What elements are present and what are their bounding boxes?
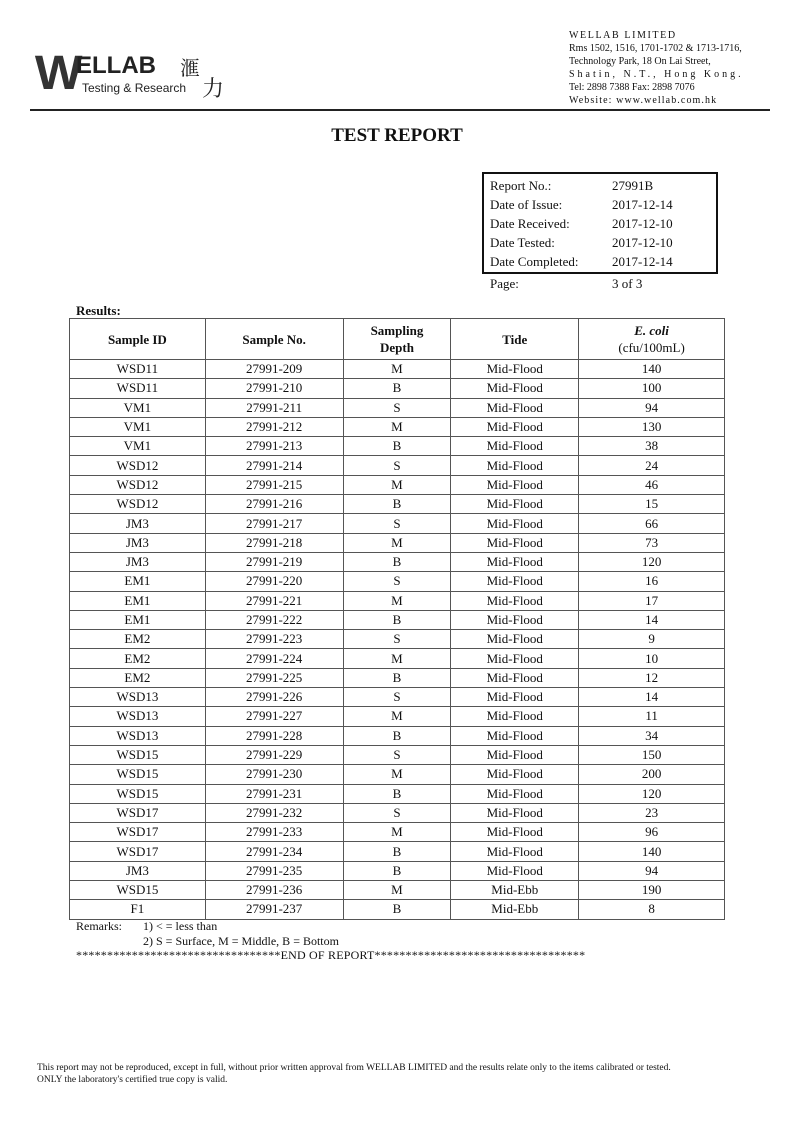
- cell-sample-id: WSD12: [70, 495, 206, 514]
- table-row: [70, 707, 725, 726]
- cell-sampling-depth: B: [343, 900, 451, 919]
- table-row: [70, 514, 725, 533]
- cell-ecoli: 130: [579, 417, 725, 436]
- company-contact: Tel: 2898 7388 Fax: 2898 7076: [569, 82, 695, 93]
- table-row: [70, 417, 725, 436]
- cell-ecoli: 9: [579, 630, 725, 649]
- remark-item: 1) < = less than: [143, 919, 218, 933]
- cell-ecoli: 10: [579, 649, 725, 668]
- cell-sample-id: VM1: [70, 398, 206, 417]
- cell-sample-no: 27991-223: [205, 630, 343, 649]
- cell-tide: Mid-Flood: [451, 456, 579, 475]
- results-body: [70, 360, 725, 920]
- cell-ecoli: 150: [579, 745, 725, 764]
- cell-ecoli: 120: [579, 784, 725, 803]
- cell-sampling-depth: B: [343, 842, 451, 861]
- table-row: [70, 630, 725, 649]
- info-value: 2017-12-10: [612, 235, 673, 250]
- table-row: [70, 861, 725, 880]
- cell-ecoli: 46: [579, 475, 725, 494]
- table-row: [70, 398, 725, 417]
- cell-sample-no: 27991-219: [205, 552, 343, 571]
- cell-tide: Mid-Flood: [451, 610, 579, 629]
- cell-sample-id: WSD17: [70, 803, 206, 822]
- cell-sample-no: 27991-209: [205, 360, 343, 379]
- cell-sample-id: VM1: [70, 417, 206, 436]
- cell-tide: Mid-Flood: [451, 726, 579, 745]
- cell-ecoli: 16: [579, 572, 725, 591]
- cell-sampling-depth: B: [343, 726, 451, 745]
- cell-sample-no: 27991-214: [205, 456, 343, 475]
- cell-ecoli: 140: [579, 360, 725, 379]
- table-row: [70, 572, 725, 591]
- cell-ecoli: 38: [579, 437, 725, 456]
- cell-sample-id: WSD11: [70, 379, 206, 398]
- info-value: 2017-12-10: [612, 216, 673, 231]
- cell-tide: Mid-Flood: [451, 745, 579, 764]
- cell-tide: Mid-Flood: [451, 649, 579, 668]
- footer-line-1: This report may not be reproduced, except in full, without prior written approval from WELLAB LIMITED and the results relate only to the items calibrated or tested.: [37, 1063, 671, 1073]
- cell-sampling-depth: M: [343, 475, 451, 494]
- page-title: TEST REPORT: [331, 125, 463, 146]
- cell-sample-id: WSD12: [70, 456, 206, 475]
- cell-sampling-depth: S: [343, 630, 451, 649]
- info-value: 2017-12-14: [612, 254, 673, 269]
- cell-sampling-depth: M: [343, 360, 451, 379]
- table-row: [70, 610, 725, 629]
- cell-tide: Mid-Flood: [451, 861, 579, 880]
- info-row-report-no: [490, 178, 653, 194]
- cell-sampling-depth: M: [343, 649, 451, 668]
- cell-ecoli: 8: [579, 900, 725, 919]
- cell-ecoli: 14: [579, 610, 725, 629]
- cell-ecoli: 96: [579, 823, 725, 842]
- end-of-report-marker: *********************************END OF REPORT**********************************: [76, 948, 586, 962]
- info-label: Date Received:: [490, 216, 570, 231]
- cell-sample-no: 27991-213: [205, 437, 343, 456]
- cell-tide: Mid-Flood: [451, 572, 579, 591]
- cell-sample-id: EM2: [70, 630, 206, 649]
- cell-tide: Mid-Flood: [451, 437, 579, 456]
- header-sample-id: Sample ID: [70, 319, 206, 360]
- header-ecoli: [579, 319, 725, 360]
- cell-sample-id: EM2: [70, 649, 206, 668]
- cell-sampling-depth: S: [343, 456, 451, 475]
- table-row: [70, 495, 725, 514]
- table-row: [70, 745, 725, 764]
- cell-sample-no: 27991-231: [205, 784, 343, 803]
- table-row: [70, 475, 725, 494]
- cell-sampling-depth: M: [343, 591, 451, 610]
- header-ecoli-unit: (cfu/100mL): [618, 340, 685, 355]
- cell-ecoli: 23: [579, 803, 725, 822]
- cell-sample-no: 27991-210: [205, 379, 343, 398]
- cell-sampling-depth: S: [343, 572, 451, 591]
- info-label: Date of Issue:: [490, 197, 563, 212]
- cell-sample-no: 27991-222: [205, 610, 343, 629]
- cell-sample-no: 27991-232: [205, 803, 343, 822]
- cell-sampling-depth: B: [343, 610, 451, 629]
- cell-tide: Mid-Ebb: [451, 900, 579, 919]
- cell-tide: Mid-Flood: [451, 417, 579, 436]
- address-line-1: Rms 1502, 1516, 1701-1702 & 1713-1716,: [569, 43, 742, 54]
- cell-sampling-depth: B: [343, 379, 451, 398]
- info-label: Date Completed:: [490, 254, 579, 269]
- cell-ecoli: 73: [579, 533, 725, 552]
- cell-ecoli: 24: [579, 456, 725, 475]
- cell-sampling-depth: S: [343, 745, 451, 764]
- cell-sample-no: 27991-237: [205, 900, 343, 919]
- page-indicator: [490, 276, 642, 292]
- cell-ecoli: 100: [579, 379, 725, 398]
- table-row: [70, 456, 725, 475]
- footer-disclaimer: [37, 1062, 777, 1086]
- cell-sample-id: EM1: [70, 591, 206, 610]
- remarks-label: Remarks:: [76, 919, 122, 933]
- cell-sample-no: 27991-220: [205, 572, 343, 591]
- cell-ecoli: 17: [579, 591, 725, 610]
- cell-sample-id: EM2: [70, 668, 206, 687]
- header-divider: [30, 109, 770, 111]
- cell-tide: Mid-Flood: [451, 803, 579, 822]
- company-name: WELLAB LIMITED: [569, 30, 677, 41]
- cell-sample-id: VM1: [70, 437, 206, 456]
- table-row: [70, 649, 725, 668]
- info-row-date-of-issue: [490, 197, 673, 213]
- cell-sample-id: WSD12: [70, 475, 206, 494]
- cell-ecoli: 140: [579, 842, 725, 861]
- info-value: 27991B: [612, 178, 654, 193]
- table-row: [70, 842, 725, 861]
- cell-ecoli: 66: [579, 514, 725, 533]
- table-row: [70, 688, 725, 707]
- cell-sample-no: 27991-229: [205, 745, 343, 764]
- company-website: Website: www.wellab.com.hk: [569, 95, 718, 106]
- logo-cjk-char-1: 滙: [180, 58, 200, 80]
- cell-sampling-depth: B: [343, 784, 451, 803]
- logo-cjk-char-2: 力: [202, 76, 225, 101]
- cell-sample-id: WSD17: [70, 823, 206, 842]
- address-line-3: Shatin, N.T., Hong Kong.: [569, 69, 744, 80]
- cell-sample-no: 27991-233: [205, 823, 343, 842]
- footer-line-2: ONLY the laboratory's certified true copy is valid.: [37, 1075, 228, 1085]
- cell-sample-no: 27991-226: [205, 688, 343, 707]
- cell-sampling-depth: M: [343, 533, 451, 552]
- cell-tide: Mid-Flood: [451, 379, 579, 398]
- cell-sample-id: JM3: [70, 514, 206, 533]
- cell-tide: Mid-Ebb: [451, 881, 579, 900]
- logo-name: ELLAB: [76, 52, 156, 79]
- cell-sample-id: WSD17: [70, 842, 206, 861]
- table-row: [70, 533, 725, 552]
- results-table: [69, 318, 725, 920]
- table-row: [70, 726, 725, 745]
- cell-ecoli: 15: [579, 495, 725, 514]
- cell-sample-id: EM1: [70, 572, 206, 591]
- cell-sampling-depth: M: [343, 881, 451, 900]
- cell-tide: Mid-Flood: [451, 398, 579, 417]
- cell-sample-id: F1: [70, 900, 206, 919]
- cell-ecoli: 94: [579, 861, 725, 880]
- cell-sample-no: 27991-217: [205, 514, 343, 533]
- cell-sampling-depth: S: [343, 398, 451, 417]
- cell-ecoli: 94: [579, 398, 725, 417]
- table-row: [70, 784, 725, 803]
- table-row: [70, 668, 725, 687]
- cell-sample-id: EM1: [70, 610, 206, 629]
- info-row-date-tested: [490, 235, 673, 251]
- cell-sample-no: 27991-221: [205, 591, 343, 610]
- cell-sample-id: WSD13: [70, 707, 206, 726]
- page-value: 3 of 3: [612, 276, 643, 291]
- header-sampling-depth: [343, 319, 451, 360]
- cell-sample-id: JM3: [70, 861, 206, 880]
- cell-sample-no: 27991-234: [205, 842, 343, 861]
- cell-sample-id: WSD13: [70, 726, 206, 745]
- cell-sample-id: WSD15: [70, 765, 206, 784]
- logo-tagline: Testing & Research: [82, 81, 187, 95]
- cell-sample-id: JM3: [70, 533, 206, 552]
- info-value: 2017-12-14: [612, 197, 673, 212]
- cell-sample-no: 27991-218: [205, 533, 343, 552]
- cell-sample-no: 27991-216: [205, 495, 343, 514]
- cell-sampling-depth: M: [343, 417, 451, 436]
- cell-ecoli: 190: [579, 881, 725, 900]
- cell-sample-id: JM3: [70, 552, 206, 571]
- cell-sampling-depth: B: [343, 437, 451, 456]
- cell-sample-no: 27991-227: [205, 707, 343, 726]
- cell-sample-no: 27991-211: [205, 398, 343, 417]
- cell-tide: Mid-Flood: [451, 630, 579, 649]
- page-label: Page:: [490, 276, 519, 291]
- cell-sampling-depth: S: [343, 514, 451, 533]
- cell-ecoli: 200: [579, 765, 725, 784]
- info-label: Date Tested:: [490, 235, 555, 250]
- cell-tide: Mid-Flood: [451, 707, 579, 726]
- cell-sampling-depth: M: [343, 765, 451, 784]
- cell-tide: Mid-Flood: [451, 360, 579, 379]
- cell-sampling-depth: S: [343, 688, 451, 707]
- cell-sample-no: 27991-225: [205, 668, 343, 687]
- cell-tide: Mid-Flood: [451, 514, 579, 533]
- cell-tide: Mid-Flood: [451, 765, 579, 784]
- table-row: [70, 881, 725, 900]
- cell-sample-id: WSD15: [70, 745, 206, 764]
- cell-sampling-depth: B: [343, 861, 451, 880]
- header-sample-no: Sample No.: [205, 319, 343, 360]
- results-label: Results:: [76, 303, 121, 318]
- table-row: [70, 552, 725, 571]
- cell-sampling-depth: M: [343, 707, 451, 726]
- cell-sample-no: 27991-215: [205, 475, 343, 494]
- cell-ecoli: 12: [579, 668, 725, 687]
- cell-sample-id: WSD15: [70, 881, 206, 900]
- cell-tide: Mid-Flood: [451, 591, 579, 610]
- cell-sample-no: 27991-236: [205, 881, 343, 900]
- cell-sampling-depth: B: [343, 495, 451, 514]
- remark-item: 2) S = Surface, M = Middle, B = Bottom: [143, 934, 339, 948]
- cell-tide: Mid-Flood: [451, 533, 579, 552]
- cell-ecoli: 14: [579, 688, 725, 707]
- cell-tide: Mid-Flood: [451, 668, 579, 687]
- table-row: [70, 765, 725, 784]
- cell-sample-id: WSD15: [70, 784, 206, 803]
- info-row-date-received: [490, 216, 673, 232]
- cell-sampling-depth: M: [343, 823, 451, 842]
- cell-sample-no: 27991-228: [205, 726, 343, 745]
- cell-sampling-depth: B: [343, 552, 451, 571]
- info-row-date-completed: [490, 254, 673, 270]
- cell-sample-id: WSD13: [70, 688, 206, 707]
- cell-sample-no: 27991-235: [205, 861, 343, 880]
- table-header-row: [70, 319, 725, 360]
- cell-tide: Mid-Flood: [451, 688, 579, 707]
- header-ecoli-name: E. coli: [634, 323, 669, 338]
- logo-initial: W: [34, 47, 81, 100]
- table-row: [70, 803, 725, 822]
- header-tide: Tide: [451, 319, 579, 360]
- cell-ecoli: 34: [579, 726, 725, 745]
- remarks: [76, 919, 339, 949]
- table-row: [70, 437, 725, 456]
- table-row: [70, 379, 725, 398]
- cell-sampling-depth: B: [343, 668, 451, 687]
- cell-tide: Mid-Flood: [451, 495, 579, 514]
- company-address-block: [569, 29, 744, 107]
- header-depth-line-2: Depth: [379, 340, 414, 355]
- table-row: [70, 823, 725, 842]
- cell-tide: Mid-Flood: [451, 475, 579, 494]
- cell-sampling-depth: S: [343, 803, 451, 822]
- cell-tide: Mid-Flood: [451, 784, 579, 803]
- company-logo: [34, 47, 236, 101]
- table-row: [70, 900, 725, 919]
- info-label: Report No.:: [490, 178, 552, 193]
- table-row: [70, 591, 725, 610]
- cell-ecoli: 120: [579, 552, 725, 571]
- address-line-2: Technology Park, 18 On Lai Street,: [569, 56, 711, 67]
- cell-tide: Mid-Flood: [451, 842, 579, 861]
- cell-tide: Mid-Flood: [451, 823, 579, 842]
- cell-sample-no: 27991-224: [205, 649, 343, 668]
- cell-sample-no: 27991-230: [205, 765, 343, 784]
- cell-sample-no: 27991-212: [205, 417, 343, 436]
- cell-sample-id: WSD11: [70, 360, 206, 379]
- cell-tide: Mid-Flood: [451, 552, 579, 571]
- table-row: [70, 360, 725, 379]
- header-depth-line-1: Sampling: [370, 323, 424, 338]
- cell-ecoli: 11: [579, 707, 725, 726]
- report-info-box: [482, 172, 718, 274]
